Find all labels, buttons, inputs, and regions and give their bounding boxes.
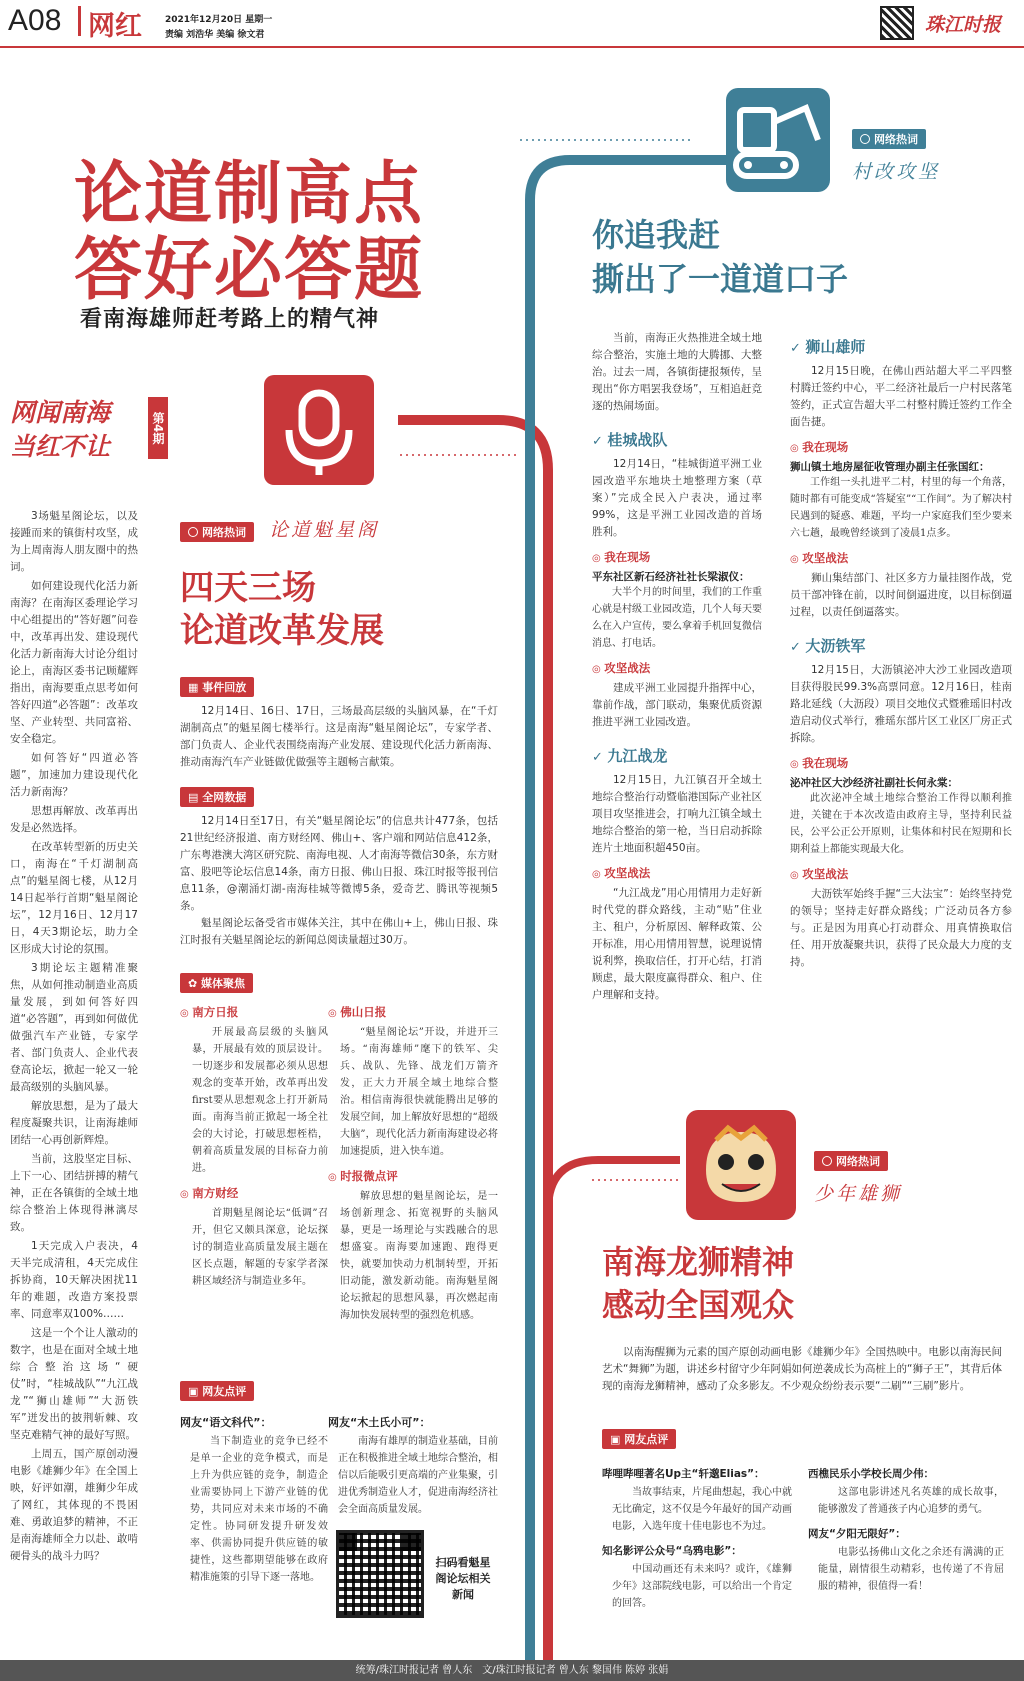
media-col-left (180, 1004, 328, 1290)
intro-paragraph: 如何建设现代化活力新南海？在南海区委理论学习中心组提出的“答好题”问卷中，改革再出发、建设现代化活力新南海大讨论分组讨论上，南海区委书记顾耀辉指出，南海要重点思考如何答好四道“必答题”：改革攻坚、产业转型、共同富裕、安全稳定。 (10, 580, 138, 745)
hot-word: 少年雄狮 (814, 1183, 903, 1205)
qr-code-icon (336, 1530, 424, 1618)
net-block (180, 1380, 254, 1401)
team-heading: ✓ 九江战龙 (592, 745, 762, 766)
media-quote: 解放思想的魁星阁论坛，是一场创新理念、拓宽视野的头脑风暴，更是一场理论与实践融合的思想盛宴。南海要加速跑、跑得更快，就要加快动力机制转型，开拓旧动能，激发新动能。南海魁星阁论坛掀起的思想风暴，再次燃起南海加快发展转型的强烈危机感。 (340, 1191, 498, 1321)
intro-paragraph: 上周五，国产原创动漫电影《雄狮少年》在全国上映，好评如潮，雄狮少年成了网红，其体现的不畏困难、勇敢追梦的精神，不正是南海雄师全力以赴、敢啃硬骨头的战斗力吗？ (10, 1448, 138, 1562)
intro-paragraph: 这是一个个让人激动的数字，也是在面对全域土地综合整治这场“硬仗”时，“桂城战队”“九江战龙”“狮山雄师”“大沥铁军”迸发出的披荆斩棘、攻坚克难精气神的最好写照。 (10, 1327, 138, 1441)
commenter-name: 网友“夕阳无限好”： (808, 1528, 906, 1540)
team-heading: ✓ 桂城战队 (592, 429, 762, 450)
media-quote: 首期魁星阁论坛“低调”召开，但它又颇具深意，论坛探讨的制造业高质量发展主题在区长点题，解题的专家学者深耕区域经济与制造业多年。 (192, 1208, 328, 1287)
tactic-text: 狮山集结部门、社区多方力量挂图作战，党员干部冲锋在前，以时间倒逼进度，以目标倒逼过程，以责任倒逼落实。 (790, 572, 1012, 618)
comment-text: 当下制造业的竞争已经不是单一企业的竞争模式，而是上升为供应链的竞争，制造企业需要协同上下游产业链的优势，共同应对未来市场的不确定性。协同研发提升研发效率、供需协同提升供应链的敏捷性，这些都期望能够在政府精准施策的引导下逐一落地。 (190, 1436, 328, 1583)
tactic-tag: ◎ 攻坚战法 (790, 550, 1012, 566)
net-tag: ▣ 网友点评 (602, 1429, 676, 1449)
excavator-icon (726, 88, 830, 192)
intro-paragraph: 如何答好“四道必答题”，加速加力建设现代化活力新南海？ (10, 752, 138, 798)
media-col-right (328, 1004, 498, 1324)
team-heading: ✓ 大沥铁军 (790, 635, 1012, 656)
qr-caption: 扫码看魁星阁论坛相关新闻 (435, 1556, 491, 1601)
issue-date: 2021年12月20日 星期一 (165, 15, 273, 25)
village-lead: 当前，南海正火热推进全域土地综合整治，实施土地的大腾挪、大整治。过去一周，各镇街捷报频传，呈现出“你方唱罢我登场”，互相追赶竞逐的热闹场面。 (592, 332, 762, 412)
net-col-right (328, 1414, 498, 1518)
hero-subtitle: 看南海雄师赶考路上的精气神 (80, 307, 380, 332)
comment-text: 电影弘扬佛山文化之余还有满满的正能量，剧情很生动精彩，也传递了不肯屈服的精神，很值得一看！ (818, 1547, 1004, 1592)
scene-tag: ◎ 我在现场 (790, 755, 1012, 771)
globe-icon (188, 527, 198, 537)
data-text: 12月14日至17日，有关“魁星阁论坛”的信息共计477条，包括21世纪经济报道、南方财经网、佛山+、客户端和网站信息412条，广东粤港澳大湾区研究院、南海电视、人才南海等微信30条，东方财富、股吧等论坛信息14条，南方日报、佛山日报、珠江时报等报刊信息11条，@潮涌灯湖-南海桂城等微博5条，爱奇艺、腾讯等视频5条。 (180, 815, 498, 912)
scene-person: 泌冲社区大沙经济社副社长何永棠： (790, 777, 958, 789)
commenter-name: 西樵民乐小学校长周少伟： (808, 1468, 934, 1480)
lion-title-2: 感动全国观众 (602, 1286, 795, 1324)
hot-tag: 网络热词 (180, 522, 254, 542)
team-text: 12月14日，“桂城街道平洲工业园改造平东地块土地整理方案（草案）”完成全民入户表决，通过率99%，这是平洲工业园改造的首场胜利。 (592, 458, 762, 538)
commenter-name: 知名影评公众号“乌鸦电影”： (602, 1545, 742, 1557)
issue-badge: 第4期 (148, 397, 168, 459)
intro-paragraph: 思想再解放、改革再出发是必然选择。 (10, 805, 138, 834)
media-quote: “魁星阁论坛”开设，并进开三场。“南海雄师”麾下的铁军、尖兵、战队、先锋、战龙们万箭齐发，正大力开展全域土地综合整治。相信南海很快就能腾出足够的发展空间，加上解放好思想的“超级大脑”，现代化活力新南海建设必将加速提质，进入快车道。 (340, 1027, 498, 1157)
series-line-2: 当红不让 (10, 432, 111, 461)
globe-icon (860, 134, 870, 144)
team-heading: ✓ 狮山雄师 (790, 336, 1012, 357)
footer-bar (0, 1660, 1024, 1681)
commenter-name: 网友“语文科代”： (180, 1416, 272, 1429)
lion-lead-block (602, 1344, 1002, 1395)
village-hot-word (852, 128, 982, 184)
lion-col-right (808, 1466, 1004, 1595)
commenter-name: 网友“木土氏小可”： (328, 1416, 431, 1429)
comment-text: 中国动画还有未来吗？或许，《雄狮少年》这部院线电影，可以给出一个肯定的回答。 (612, 1564, 792, 1609)
data-tag: ▤ 全网数据 (180, 787, 254, 807)
scene-tag: ◎ 我在现场 (592, 549, 762, 565)
editors: 责编 刘浩华 美编 徐文君 (165, 30, 265, 40)
team-text: 12月15日，九江镇召开全域土地综合整治行动暨临港国际产业社区项目攻坚推进会，打响九江镇全域土地综合整治的第一枪，当日启动拆除连片土地面积超450亩。 (592, 774, 762, 854)
tactic-tag: ◎ 攻坚战法 (790, 866, 1012, 882)
intro-paragraph: 解放思想，是为了最大程度凝聚共识，让南海雄师团结一心再创新辉煌。 (10, 1100, 138, 1146)
intro-column (10, 508, 138, 1565)
hot-tag: 网络热词 (814, 1151, 888, 1171)
forum-hot-word (180, 515, 379, 542)
gear-icon: ✿ (188, 977, 202, 990)
lion-col-left (602, 1466, 792, 1612)
scene-quote: 大半个月的时间里，我们的工作重心就是村级工业园改造，几个人每天要么在入户宣传，要么拿着手机回复微信消息、打电话。 (592, 587, 762, 649)
hot-tag: 网络热词 (852, 129, 926, 149)
intro-paragraph: 1天完成入户表决，4天半完成清租，4天完成住拆协商，10天解决困扰11年的难题，改造方案投票率、同意率双100%…… (10, 1240, 138, 1320)
chart-icon: ▤ (188, 791, 203, 804)
net-tag: ▣ 网友点评 (180, 1381, 254, 1401)
series-badge (10, 393, 170, 463)
scene-quote: 工作组一头扎进平二村，村里的每一个角落，随时都有可能变成“答疑室”“工作间”。为了解决村民遇到的疑惑、难题，平均一户家庭我们至少要来六七趟，最晚曾经谈到了凌晨1点多。 (790, 477, 1012, 539)
commenter-name: 哔哩哔哩著名Up主“轩邈Elias”： (602, 1468, 765, 1480)
page-number: A08 (8, 4, 62, 37)
hot-word: 村改攻坚 (852, 161, 941, 183)
tactic-text: 建成平洲工业园提升指挥中心，靠前作战，部门联动，集聚优质资源推进平洲工业园改造。 (592, 682, 762, 728)
tactic-tag: ◎ 攻坚战法 (592, 865, 762, 881)
hero-title-2: 答好必答题 (74, 230, 425, 310)
media-block (180, 972, 498, 993)
lion-net-block (602, 1428, 676, 1449)
intro-paragraph: 当前，这股坚定目标、上下一心、团结拼搏的精气神，正在各镇街的全域土地综合整治上体现得淋漓尽致。 (10, 1153, 138, 1233)
series-line-1: 网闻南海 (10, 398, 111, 427)
team-text: 12月15日晚，在佛山西站超大平二平四整村腾迁签约中心，平二经济社最后一户村民落笔签约，正式宣告超大平二村整村腾迁签约工作全面告捷。 (790, 365, 1012, 428)
paper-logo: 珠江时报 (925, 14, 1002, 36)
comment-text: 南海有雄厚的制造业基础，目前正在积极推进全域土地综合整治，相信以后能吸引更高端的产业集聚，引进优秀制造业人才，促进南海经济社会全面高质量发展。 (338, 1436, 498, 1515)
footer-credits: 统筹/珠江时报记者 曾人东 文/珠江时报记者 曾人东 黎国伟 陈婷 张娟 (355, 1665, 669, 1676)
data-block (180, 786, 498, 949)
tactic-text: 大沥铁军始终手握“三大法宝”：始终坚持党的领导；坚持走好群众路线；广泛动员各方参与。正是因为用真心打动群众、用真情换取信任、用开放凝聚共识，获得了民众最大力度的支持。 (790, 888, 1012, 968)
village-col-right (790, 336, 1012, 971)
scene-person: 平东社区新石经济社社长梁淑仪： (592, 571, 750, 583)
forum-title-1: 四天三场 (180, 568, 316, 608)
village-col-left (592, 330, 762, 1004)
scene-person: 狮山镇土地房屋征收管理办副主任张国红： (790, 461, 990, 473)
microphone-icon (264, 375, 374, 485)
comment-icon: ▣ (610, 1433, 625, 1446)
media-source: ◎ 南方财经 (180, 1185, 328, 1201)
forum-title-2: 论道改革发展 (180, 611, 384, 651)
review-text: 12月14日、16日、17日，三场最高层级的头脑风暴，在“千灯湖制高点”的魁星阁七楼举行。这是南海“魁星阁论坛”，专家学者、部门负责人、企业代表围绕南海产业发展、建设现代化活力新南海、推动南海汽车产业链做优做强等主题畅言献策。 (180, 705, 498, 768)
calendar-icon: ▦ (188, 681, 203, 694)
scene-tag: ◎ 我在现场 (790, 439, 1012, 455)
review-tag: ▦ 事件回放 (180, 677, 254, 697)
section-name: 网红 (88, 11, 142, 42)
review-block (180, 676, 498, 771)
village-title-2: 撕出了一道道口子 (592, 260, 849, 298)
lion-hot-word (814, 1150, 954, 1206)
intro-paragraph: 3期论坛主题精准聚焦，从如何推动制造业高质量发展，到如何答好四道“必答题”，再到如何做优做强汽车产业链，专家学者、部门负责人、企业代表登高论坛，掀起一轮又一轮最高级别的头脑风暴。 (10, 962, 138, 1093)
media-source: ◎ 佛山日报 (328, 1004, 498, 1020)
scene-quote: 此次泌冲全域土地综合整治工作得以顺利推进，关键在于本次改造由政府主导，坚持利民益民，公平公正公开原则，让集体和村民在短期和长期利益上都能实现最大化。 (790, 793, 1012, 855)
comment-icon: ▣ (188, 1385, 203, 1398)
net-col-left (180, 1414, 328, 1586)
lion-head-icon (686, 1110, 796, 1220)
intro-paragraph: 在改革转型新的历史关口，南海在“千灯湖制高点”的魁星阁七楼，从12月14日起举行首期“魁星阁论坛”，12月16日、12月17日，4天3期论坛，助力全区形成大讨论的氛围。 (10, 841, 138, 955)
hot-word: 论道魁星阁 (269, 519, 380, 541)
media-tag: ✿ 媒体聚焦 (180, 973, 253, 993)
data-text: 魁星阁论坛备受省市媒体关注，其中在佛山+上，佛山日报、珠江时报有关魁星阁论坛的新闻总阅读量超过30万。 (180, 917, 498, 946)
comment-text: 当故事结束，片尾曲想起，我心中就无比确定，这不仅是今年最好的国产动画电影，入选年度十佳电影也不为过。 (612, 1487, 792, 1532)
intro-paragraph: 3场魁星阁论坛，以及接踵而来的镇街村攻坚，成为上周南海人朋友圈中的热词。 (10, 510, 138, 573)
lion-title-1: 南海龙狮精神 (602, 1243, 795, 1281)
media-source: ◎ 南方日报 (180, 1004, 328, 1020)
village-title-1: 你追我赶 (592, 216, 721, 254)
team-text: 12月15日，大沥镇泌冲大沙工业园改造项目获得股民99.3%高票同意。12月16日，桂南路北延线（大沥段）项目交地仪式暨雅瑶旧村改造启动仪式举行，雅瑶东部片区工业区厂房正式拆除。 (790, 664, 1012, 744)
media-source: ◎ 时报微点评 (328, 1168, 498, 1184)
lion-lead: 以南海醒狮为元素的国产原创动画电影《雄狮少年》全国热映中。电影以南海民间艺术“舞狮”为题，讲述乡村留守少年阿娟如何逆袭成长为高桩上的“狮子王”，其背后体现的南海龙狮精神，感动了众多影友。不少观众纷纷表示要“二刷”“三刷”影片。 (602, 1346, 1002, 1392)
media-quote: 开展最高层级的头脑风暴，开展最有效的顶层设计。一切逐步和发展都必须从思想观念的变革开始，改革再出发first要从思想观念上打开新局面。南海当前正掀起一场全社会的大讨论，打破思想桎梏，朝着高质量发展的目标奋力前进。 (192, 1027, 328, 1174)
tactic-tag: ◎ 攻坚战法 (592, 660, 762, 676)
hero-title-1: 论道制高点 (74, 154, 425, 234)
tactic-text: “九江战龙”用心用情用力走好新时代党的群众路线，主动“贴”住业主、租户，分析原因、解释政策、公开标准，用心用情用智慧，说理说情说利弊，换取信任，打开心结，打消顾虑，最大限度赢得群众、租户、住户理解和支持。 (592, 887, 762, 1001)
comment-text: 这部电影讲述凡名英雄的成长故事，能够激发了普通孩子内心追梦的勇气。 (818, 1487, 1004, 1515)
globe-icon (822, 1156, 832, 1166)
